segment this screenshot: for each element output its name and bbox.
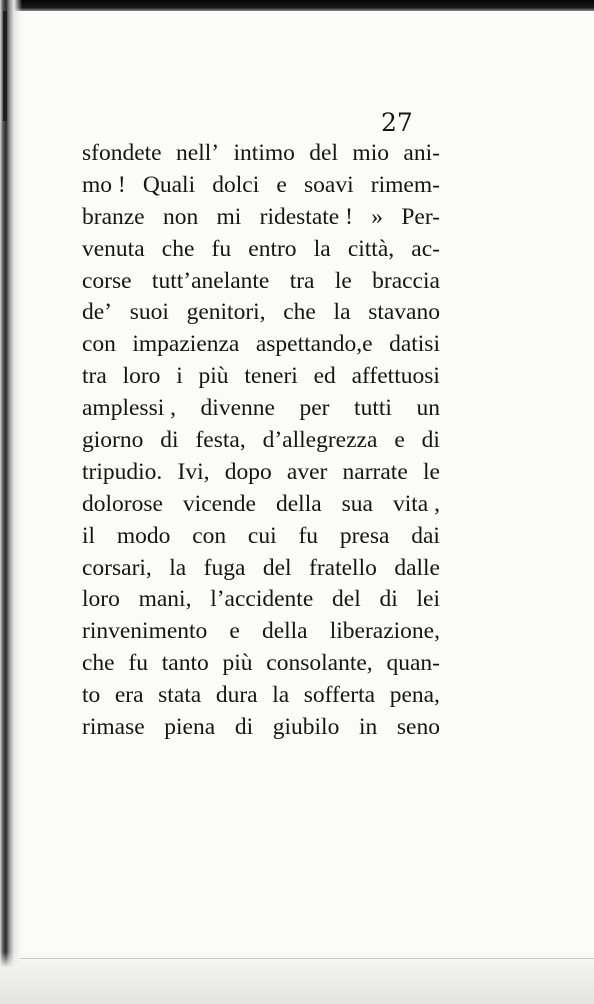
word: branze [82, 203, 145, 230]
word: dopo [224, 458, 272, 485]
word: modo [116, 522, 171, 549]
word: di [160, 427, 179, 454]
word: impazienza [132, 331, 240, 358]
text-line [82, 521, 440, 553]
word: più [198, 363, 229, 390]
word: di [234, 714, 254, 741]
word: del [332, 586, 361, 613]
text-line [82, 170, 440, 202]
binding-shadow [0, 0, 22, 1004]
word: venuta [82, 235, 145, 262]
word: città, [347, 235, 395, 262]
word: to [82, 682, 101, 709]
word: genitori, [186, 299, 266, 326]
text-line [82, 202, 440, 234]
word: in [358, 714, 378, 741]
word: » [371, 203, 383, 230]
word: e [276, 171, 287, 198]
word: liberazione, [329, 618, 440, 645]
word: Per- [401, 203, 440, 230]
text-line [82, 712, 440, 744]
word: fu [128, 650, 148, 677]
scan-top-edge [0, 0, 594, 11]
word: datisi [389, 331, 440, 358]
word: rimem- [370, 171, 440, 198]
word: per [299, 395, 330, 422]
word: tanto [161, 650, 209, 677]
text-line [82, 680, 440, 712]
word: mani, [138, 586, 192, 613]
word: soavi [304, 171, 354, 198]
word: la [272, 682, 290, 709]
word: mio [352, 140, 389, 166]
word: fu [298, 522, 319, 549]
word: mi [216, 203, 242, 230]
page-bottom-edge [0, 952, 594, 1004]
text-line [82, 329, 440, 361]
text-line [82, 489, 440, 521]
word: de’ [82, 299, 113, 326]
word: piena [164, 714, 216, 741]
word: dura [215, 682, 258, 709]
word: di [421, 427, 440, 454]
word: della [275, 490, 322, 517]
word: corse [82, 267, 132, 294]
word: aver [286, 458, 328, 485]
word: loro [82, 586, 120, 613]
word: dai [411, 522, 440, 549]
word: dolorose [82, 490, 163, 517]
word: Quali [142, 171, 196, 198]
word: ridestate ! [259, 203, 353, 230]
word: teneri [244, 363, 298, 390]
word: sofferta [303, 682, 376, 709]
text-line [82, 648, 440, 680]
word: entro [248, 235, 297, 262]
word: vicende [182, 490, 256, 517]
word: tutt’anelante [151, 267, 270, 294]
word: nell’ [176, 140, 220, 166]
page-bottom-line [20, 958, 594, 959]
text-line [82, 138, 440, 170]
word: Ivi, [177, 458, 210, 485]
word: tutti [354, 395, 392, 422]
word: ac- [411, 235, 440, 262]
text-line [82, 234, 440, 266]
word: fu [211, 235, 232, 262]
word: il [82, 522, 96, 549]
text-line [82, 425, 440, 457]
word: ed [313, 363, 336, 390]
word: dalle [394, 554, 440, 581]
word: giubilo [272, 714, 340, 741]
word: più [222, 650, 253, 677]
word: e [229, 618, 240, 645]
word: la [313, 235, 331, 262]
word: l’accidente [210, 586, 314, 613]
word: divenne [200, 395, 275, 422]
word: narrate [342, 458, 408, 485]
word: intimo [233, 140, 295, 166]
word: che [161, 235, 195, 262]
word: presa [339, 522, 390, 549]
word: di [379, 586, 398, 613]
word: i [176, 363, 183, 390]
word: aspettando,e [255, 331, 373, 358]
text-line [82, 297, 440, 329]
text-line [82, 393, 440, 425]
word: d’allegrezza [262, 427, 378, 454]
text-line [82, 553, 440, 585]
word: la [169, 554, 187, 581]
word: un [416, 395, 440, 422]
word: corsari, [82, 554, 152, 581]
word: rinvenimento [82, 618, 208, 645]
word: consolante, [266, 650, 373, 677]
text-line [82, 457, 440, 489]
word: fuga [203, 554, 246, 581]
word: che [283, 299, 316, 326]
word: braccia [372, 267, 440, 294]
word: loro [122, 363, 161, 390]
word: stata [158, 682, 202, 709]
word: tripudio. [82, 458, 163, 485]
word: stavano [368, 299, 440, 326]
text-line [82, 616, 440, 648]
binding-shadow-dark [3, 11, 7, 121]
text-line [82, 266, 440, 298]
word: affettuosi [351, 363, 440, 390]
word: amplessi , [82, 395, 176, 422]
word: dolci [212, 171, 260, 198]
word: le [422, 458, 440, 485]
word: giorno [82, 427, 144, 454]
word: e [394, 427, 405, 454]
word: con [192, 522, 227, 549]
word: fratello [309, 554, 377, 581]
page-number: 27 [381, 108, 413, 137]
word: suoi [129, 299, 169, 326]
text-line [82, 584, 440, 616]
word: della [261, 618, 308, 645]
word: del [262, 554, 292, 581]
word: cui [247, 522, 277, 549]
word: sfondete [82, 140, 162, 166]
word: mo ! [82, 171, 126, 198]
word: rimase [82, 714, 145, 741]
word: ani- [403, 140, 440, 166]
word: quan- [386, 650, 440, 677]
word: le [334, 267, 352, 294]
word: del [309, 140, 339, 166]
word: tra [289, 267, 315, 294]
word: pena, [389, 682, 440, 709]
word: lei [416, 586, 440, 613]
text-line [82, 361, 440, 393]
word: seno [396, 714, 440, 741]
word: con [82, 331, 116, 358]
word: tra [82, 363, 107, 390]
word: vita , [392, 490, 440, 517]
text-body [82, 138, 440, 744]
word: non [162, 203, 199, 230]
word: sua [341, 490, 373, 517]
word: la [333, 299, 351, 326]
word: che [82, 650, 115, 677]
word: festa, [195, 427, 246, 454]
word: era [114, 682, 144, 709]
